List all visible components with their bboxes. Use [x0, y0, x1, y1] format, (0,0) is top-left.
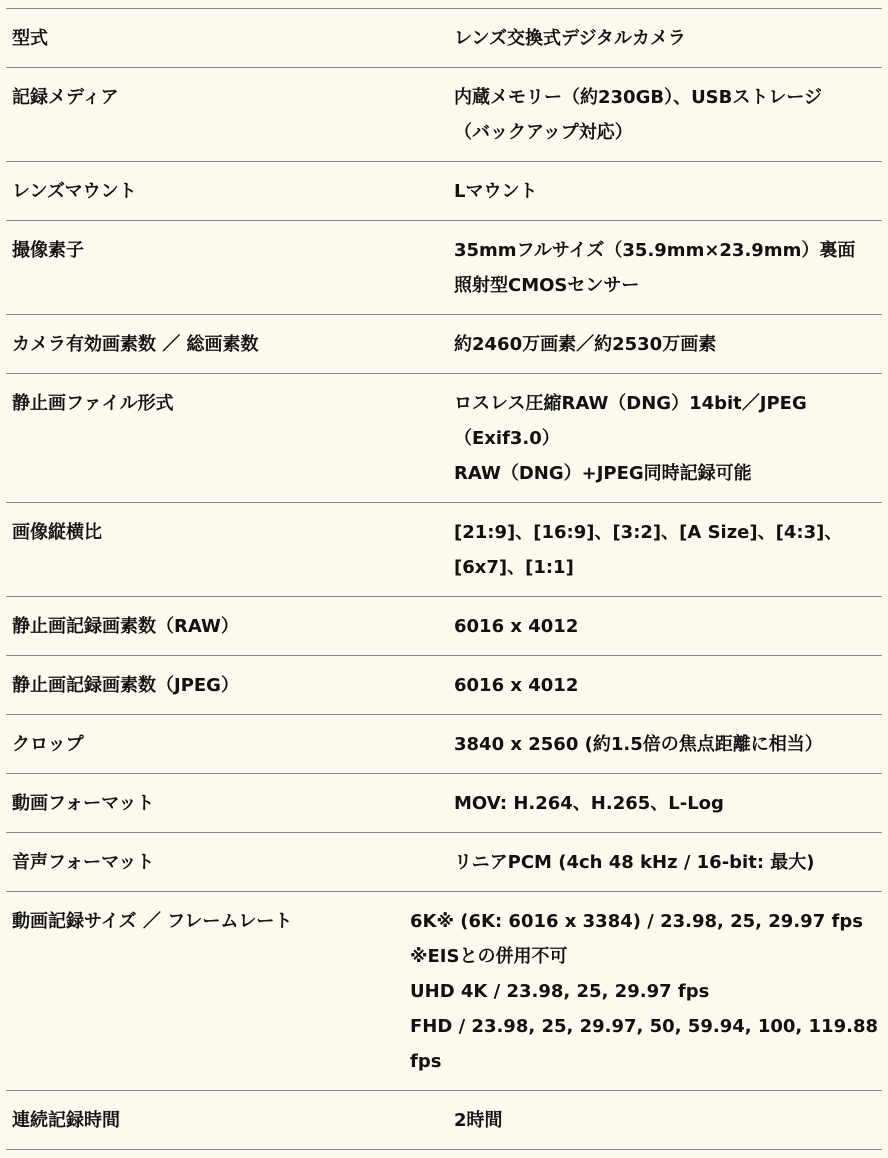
spec-row-crop — [6, 715, 882, 774]
value-line: 約2460万画素／約2530万画素 — [454, 334, 717, 355]
spec-value — [410, 904, 882, 1090]
spec-value — [454, 609, 882, 655]
spec-row-audio-format — [6, 833, 882, 892]
spec-label — [6, 515, 454, 596]
spec-label — [6, 327, 454, 373]
spec-label — [6, 668, 454, 714]
spec-label — [6, 845, 454, 891]
spec-label — [6, 727, 454, 773]
spec-row-aspect — [6, 503, 882, 597]
spec-value — [454, 786, 882, 832]
value-line: 6016 x 4012 — [454, 675, 579, 696]
value-line: 6K※ (6K: 6016 x 3384) / 23.98, 25, 29.97 fps — [410, 911, 863, 932]
spec-value — [454, 233, 882, 314]
spec-label — [6, 233, 454, 314]
value-line: （バックアップ対応） — [454, 122, 633, 143]
spec-label — [6, 609, 454, 655]
spec-value — [454, 80, 882, 161]
spec-value — [454, 668, 882, 714]
label-text: 動画フォーマット — [12, 793, 155, 814]
label-text: 静止画記録画素数（RAW） — [12, 616, 239, 637]
label-text: 動画記録サイズ ／ フレームレート — [12, 911, 293, 932]
label-text: 画像縦横比 — [12, 522, 102, 543]
value-line: 35mmフルサイズ（35.9mm×23.9mm）裏面 — [454, 240, 856, 261]
spec-value — [454, 727, 882, 773]
spec-table — [6, 8, 882, 1150]
spec-label — [6, 174, 454, 220]
value-line: Lマウント — [454, 181, 538, 202]
spec-row-rec-time — [6, 1091, 882, 1150]
value-line: MOV: H.264、H.265、L-Log — [454, 793, 724, 814]
value-line: UHD 4K / 23.98, 25, 29.97 fps — [410, 981, 710, 1002]
spec-value — [454, 515, 882, 596]
value-line: （Exif3.0） — [454, 428, 560, 449]
label-text: 音声フォーマット — [12, 852, 155, 873]
value-line: FHD / 23.98, 25, 29.97, 50, 59.94, 100, 119.88 — [410, 1016, 878, 1037]
value-line: ロスレス圧縮RAW（DNG）14bit／JPEG — [454, 393, 807, 414]
value-line: [21:9]、[16:9]、[3:2]、[A Size]、[4:3]、 — [454, 522, 843, 543]
value-line: 照射型CMOSセンサー — [454, 275, 640, 296]
value-line: レンズ交換式デジタルカメラ — [454, 28, 686, 49]
value-line: fps — [410, 1051, 442, 1072]
spec-label — [6, 80, 454, 161]
value-line: リニアPCM (4ch 48 kHz / 16-bit: 最大) — [454, 852, 815, 873]
spec-label — [6, 786, 454, 832]
spec-row-video-size — [6, 892, 882, 1091]
spec-value — [454, 327, 882, 373]
spec-row-jpeg-pixels — [6, 656, 882, 715]
spec-row-video-format — [6, 774, 882, 833]
spec-value — [454, 386, 882, 502]
value-line: 3840 x 2560 (約1.5倍の焦点距離に相当） — [454, 734, 823, 755]
spec-row-file-format — [6, 374, 882, 503]
spec-value — [454, 845, 882, 891]
label-text: レンズマウント — [12, 181, 137, 202]
spec-value — [454, 174, 882, 220]
spec-value — [454, 1103, 882, 1149]
value-line: 6016 x 4012 — [454, 616, 579, 637]
value-line: RAW（DNG）+JPEG同時記録可能 — [454, 463, 752, 484]
label-text: 記録メディア — [12, 87, 119, 108]
value-line: ※EISとの併用不可 — [410, 946, 568, 967]
spec-label — [6, 386, 454, 502]
value-line: 内蔵メモリー（約230GB）、USBストレージ — [454, 87, 823, 108]
spec-row-sensor — [6, 221, 882, 315]
value-line: [6x7]、[1:1] — [454, 557, 574, 578]
spec-row-model — [6, 9, 882, 68]
spec-label — [6, 21, 454, 67]
spec-row-mount — [6, 162, 882, 221]
label-text: クロップ — [12, 734, 84, 755]
label-text: 型式 — [12, 28, 48, 49]
spec-value — [454, 21, 882, 67]
label-text: 静止画ファイル形式 — [12, 393, 174, 414]
label-text: 連続記録時間 — [12, 1110, 120, 1131]
spec-label — [6, 1103, 454, 1149]
label-text: 撮像素子 — [12, 240, 84, 261]
spec-row-pixels — [6, 315, 882, 374]
label-text: 静止画記録画素数（JPEG） — [12, 675, 239, 696]
label-text: カメラ有効画素数 ／ 総画素数 — [12, 334, 259, 355]
spec-row-raw-pixels — [6, 597, 882, 656]
spec-label — [6, 904, 410, 1090]
value-line: 2時間 — [454, 1110, 503, 1131]
spec-row-media — [6, 68, 882, 162]
